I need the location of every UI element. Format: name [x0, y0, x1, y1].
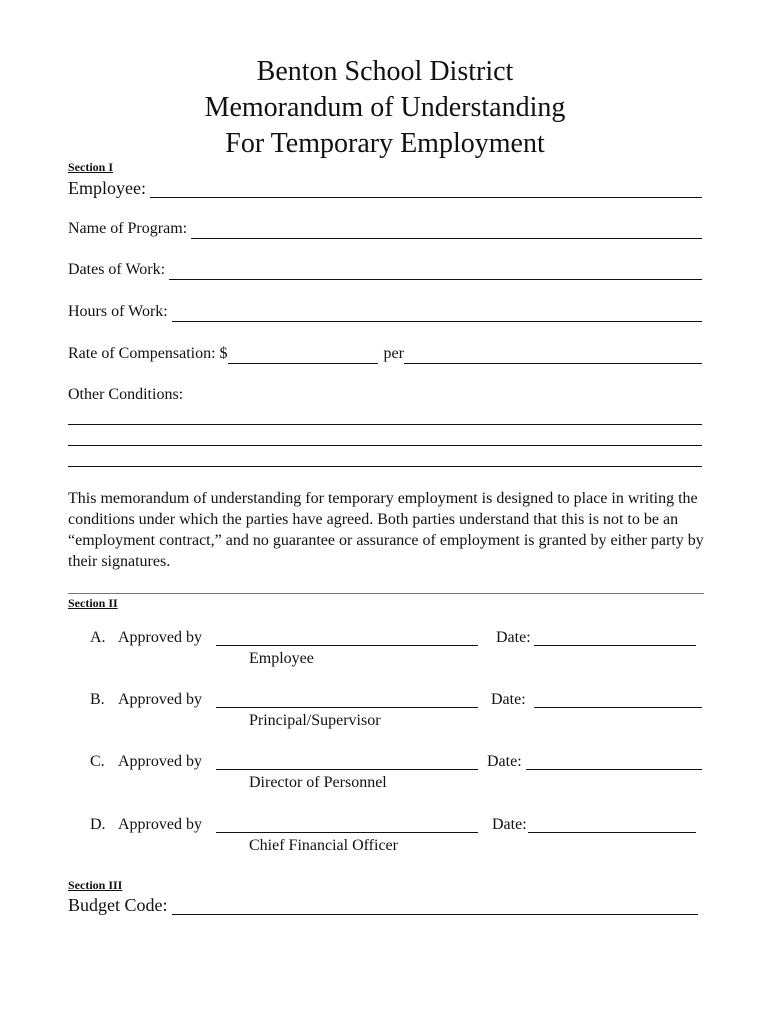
- budget-code-input-line[interactable]: [172, 898, 699, 915]
- rate-field[interactable]: [68, 344, 702, 364]
- per-label: per: [383, 345, 404, 362]
- approval-letter: C.: [90, 753, 105, 770]
- signature-line[interactable]: [216, 707, 478, 708]
- date-line[interactable]: [528, 832, 696, 833]
- section-1-label: Section I: [68, 160, 113, 174]
- section-3-label: Section III: [68, 878, 123, 892]
- employee-label: Employee:: [68, 178, 146, 198]
- date-label: Date:: [491, 691, 526, 708]
- approved-by-label: Approved by: [118, 691, 202, 708]
- other-conditions-line-2[interactable]: [68, 445, 702, 446]
- other-conditions-line-1[interactable]: [68, 424, 702, 425]
- dates-label: Dates of Work:: [68, 261, 166, 278]
- approval-role: Director of Personnel: [249, 774, 387, 791]
- section-2-label: Section II: [68, 596, 118, 610]
- other-conditions-label: Other Conditions:: [68, 386, 184, 403]
- program-label: Name of Program:: [68, 220, 188, 237]
- approval-employee: [90, 629, 702, 673]
- approval-letter: B.: [90, 691, 105, 708]
- rate-period-line[interactable]: [404, 347, 702, 364]
- approval-role: Employee: [249, 650, 314, 667]
- hours-label: Hours of Work:: [68, 303, 168, 320]
- memorandum-paragraph: This memorandum of understanding for temporary employment is designed to place in writing the conditions under which the parties have agreed. Both parties understand that this is not to be an “employment contract,” and no guarantee or assurance of employment is granted by either party by their signatures.: [68, 490, 704, 570]
- date-label: Date:: [492, 816, 527, 833]
- dates-input-line[interactable]: [169, 263, 702, 280]
- section-divider: [68, 593, 704, 594]
- budget-code-label: Budget Code:: [68, 895, 168, 915]
- date-line[interactable]: [534, 645, 696, 646]
- hours-input-line[interactable]: [172, 305, 702, 322]
- approval-letter: D.: [90, 816, 106, 833]
- other-conditions-field: [68, 385, 702, 405]
- rate-amount-line[interactable]: [228, 347, 378, 364]
- approved-by-label: Approved by: [118, 629, 202, 646]
- budget-code-field[interactable]: [68, 895, 698, 915]
- signature-line[interactable]: [216, 832, 478, 833]
- program-field[interactable]: [68, 219, 702, 239]
- document-title: [0, 54, 770, 162]
- title-line-2: Memorandum of Understanding: [204, 92, 566, 123]
- approval-role: Principal/Supervisor: [249, 712, 381, 729]
- signature-line[interactable]: [216, 769, 478, 770]
- date-label: Date:: [496, 629, 531, 646]
- approval-principal: [90, 691, 702, 735]
- title-line-1: Benton School District: [256, 56, 514, 87]
- date-label: Date:: [487, 753, 522, 770]
- program-input-line[interactable]: [191, 222, 702, 239]
- hours-field[interactable]: [68, 302, 702, 322]
- rate-label: Rate of Compensation: $: [68, 345, 228, 362]
- employee-input-line[interactable]: [150, 181, 702, 198]
- date-line[interactable]: [526, 769, 702, 770]
- date-line[interactable]: [534, 707, 702, 708]
- approval-letter: A.: [90, 629, 106, 646]
- dates-field[interactable]: [68, 260, 702, 280]
- approval-role: Chief Financial Officer: [249, 837, 398, 854]
- approval-director: [90, 753, 702, 797]
- employee-field[interactable]: [68, 178, 702, 198]
- approved-by-label: Approved by: [118, 816, 202, 833]
- signature-line[interactable]: [216, 645, 478, 646]
- title-line-3: For Temporary Employment: [225, 128, 545, 159]
- approval-cfo: [90, 816, 702, 860]
- approved-by-label: Approved by: [118, 753, 202, 770]
- other-conditions-line-3[interactable]: [68, 466, 702, 467]
